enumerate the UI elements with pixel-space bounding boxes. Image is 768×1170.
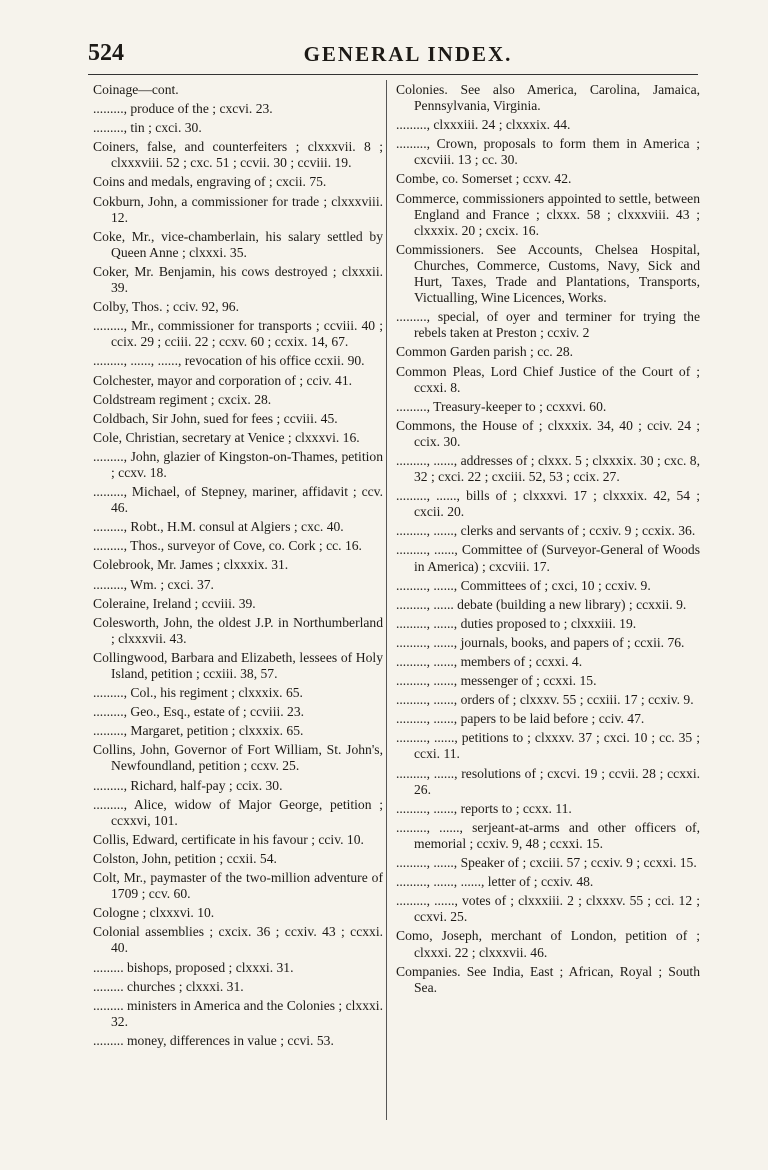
index-entry: ........., ......, members of ; ccxxi. 4. [396, 654, 583, 669]
index-entry: Commerce, commissioners appointed to settle, between England and France ; clxxx. 58 ; clxxxviii. 43 ; clxxxix. 20 ; cxcix. 16. [396, 190, 700, 238]
index-entry: ........., ......, bills of ; clxxxvi. 17 ; clxxxix. 42, 54 ; cxcii. 20. [396, 488, 700, 520]
index-entry: ........., ......, journals, books, and papers of ; ccxii. 76. [396, 634, 685, 650]
page-number: 524 [88, 40, 124, 66]
index-entry: Coldstream regiment ; cxcix. 28. [93, 391, 272, 407]
index-entry: ........., ......, votes of ; clxxxiii. 2 ; clxxxv. 55 ; cci. 12 ; ccxvi. 25. [396, 893, 700, 925]
index-entry: ........., ......, Committees of ; cxci, 10 ; ccxiv. 9. [396, 577, 651, 593]
index-entry: Commissioners. See Accounts, Chelsea Hospital, Churches, Commerce, Customs, Navy, Sick and Hurt, Taxes, Trade and Plantations, Transports, Victualling, Wine Licences, Works. [396, 241, 700, 306]
index-entry: ........., ......, ......, revocation of his office ccxii. 90. [93, 353, 365, 369]
index-entry: ........., ......, addresses of ; clxxx. 5 ; clxxxix. 30 ; cxc. 8, 32 ; cxci. 22 ; cxciii. 52, 53 ; ccix. 27. [396, 452, 700, 485]
index-entry: ........., tin ; cxci. 30. [93, 120, 202, 136]
index-entry: Cokburn, John, a commissioner for trade ; clxxxviii. 12. [93, 193, 383, 225]
index-entry: Cologne ; clxxxvi. 10. [93, 905, 215, 921]
index-entry: ........., ......, ......, letter of ; ccxiv. 48. [396, 874, 594, 890]
index-entry: Colebrook, Mr. James ; clxxxix. 31. [93, 557, 289, 573]
index-entry: Colonial assemblies ; cxcix. 36 ; ccxiv. 43 ; ccxxi. 40. [93, 924, 383, 956]
index-entry: Coins and medals, engraving of ; cxcii. 75. [93, 174, 327, 190]
index-entry: ........., Thos., surveyor of Cove, co. Cork ; cc. 16. [93, 538, 362, 554]
index-entry: Coinage—cont. [93, 82, 179, 97]
index-entry: ........., ...... debate (building a new library) ; ccxxii. 9. [396, 596, 687, 612]
index-entry: ........., special, of oyer and terminer for trying the rebels taken at Preston ; ccxiv. 2 [396, 309, 700, 341]
index-entry: Cole, Christian, secretary at Venice ; clxxxvi. 16. [93, 429, 360, 445]
index-entry: Colchester, mayor and corporation of ; cciv. 41. [93, 372, 353, 388]
index-entry: Colonies. See also America, Carolina, Jamaica, Pennsylvania, Virginia. [396, 82, 700, 114]
index-entry: ........., Margaret, petition ; clxxxix. 65. [93, 723, 304, 739]
index-entry: ........., ......, petitions to ; clxxxv. 37 ; cxci. 10 ; cc. 35 ; ccxi. 11. [396, 730, 700, 762]
index-entry: ........., ......, orders of ; clxxxv. 55 ; ccxiii. 17 ; ccxiv. 9. [396, 692, 694, 708]
index-entry: ........., Crown, proposals to form them in America ; cxcviii. 13 ; cc. 30. [396, 136, 700, 168]
index-entry: ........., ......, papers to be laid before ; cciv. 47. [396, 711, 645, 727]
index-entry: ........., John, glazier of Kingston-on-Thames, petition ; ccxv. 18. [93, 448, 383, 480]
index-entry: ........., ......, resolutions of ; cxcvi. 19 ; ccvii. 28 ; ccxxi. 26. [396, 765, 700, 797]
index-entry: ......... churches ; clxxxi. 31. [93, 978, 244, 994]
index-entry: ........., Treasury-keeper to ; ccxxvi. 60. [396, 398, 607, 414]
index-entry: ........., Robt., H.M. consul at Algiers ; cxc. 40. [93, 519, 344, 535]
index-entry: Companies. See India, East ; African, Royal ; South Sea. [396, 963, 700, 995]
index-entry: Colby, Thos. ; cciv. 92, 96. [93, 299, 239, 315]
index-entry: ........., ......, duties proposed to ; clxxxiii. 19. [396, 615, 637, 631]
index-entry: Common Pleas, Lord Chief Justice of the Court of ; ccxxi. 8. [396, 363, 700, 395]
index-entry: Coleraine, Ireland ; ccviii. 39. [93, 595, 256, 611]
index-entry: Commons, the House of ; clxxxix. 34, 40 ; cciv. 24 ; ccix. 30. [396, 417, 700, 449]
index-entry: ........., Richard, half-pay ; ccix. 30. [93, 777, 283, 793]
index-entry: ........., ......, reports to ; ccxx. 11. [396, 800, 572, 816]
index-entry: ........., ......, clerks and servants of ; ccxiv. 9 ; ccxix. 36. [396, 523, 696, 539]
page-title: GENERAL INDEX. [303, 42, 513, 66]
header-rule [88, 74, 698, 75]
index-entry: Coldbach, Sir John, sued for fees ; ccviii. 45. [93, 410, 338, 426]
index-entry: ......... money, differences in value ; ccvi. 53. [93, 1032, 334, 1048]
index-entry: ........., Michael, of Stepney, mariner, affidavit ; ccv. 46. [93, 484, 383, 516]
index-entry: ........., produce of the ; cxcvi. 23. [93, 101, 273, 117]
index-entry: Combe, co. Somerset ; ccxv. 42. [396, 171, 572, 187]
index-entry: Collingwood, Barbara and Elizabeth, lessees of Holy Island, petition ; ccxiii. 38, 57. [93, 649, 383, 681]
index-entry: ......... bishops, proposed ; clxxxi. 31. [93, 959, 294, 975]
index-entry: ........., Geo., Esq., estate of ; ccviii. 23. [93, 704, 305, 720]
index-entry: ........., ......, serjeant-at-arms and other officers of, memorial ; ccxiv. 9, 48 ; ccxxi. 15. [396, 819, 700, 851]
page-header [88, 40, 698, 74]
left-index-column [93, 82, 383, 1052]
right-index-column [396, 82, 700, 999]
index-entry: Colt, Mr., paymaster of the two-million adventure of 1709 ; ccv. 60. [93, 870, 383, 902]
index-entry: ........., ......, Speaker of ; cxciii. 57 ; ccxiv. 9 ; ccxxi. 15. [396, 855, 697, 871]
index-entry: Coker, Mr. Benjamin, his cows destroyed ; clxxxii. 39. [93, 263, 383, 296]
index-entry: ......... ministers in America and the Colonies ; clxxxi. 32. [93, 997, 383, 1029]
index-entry: ........., Col., his regiment ; clxxxix. 65. [93, 685, 303, 701]
index-entry: ........., Alice, widow of Major George, petition ; ccxxvi, 101. [93, 796, 383, 828]
index-entry: Collis, Edward, certificate in his favour ; cciv. 10. [93, 831, 364, 847]
index-entry: ........., ......, Committee of (Surveyor-General of Woods in America) ; cxcviii. 17. [396, 542, 700, 574]
index-entry: ........., Mr., commissioner for transports ; ccviii. 40 ; ccix. 29 ; cciii. 22 ; ccxv. 60 ; ccxix. 14, 67. [93, 318, 383, 350]
index-entry: ........., Wm. ; cxci. 37. [93, 576, 214, 592]
index-entry: Collins, John, Governor of Fort William, St. John's, Newfoundland, petition ; ccxv. 25. [93, 742, 383, 774]
index-entry: ........., clxxxiii. 24 ; clxxxix. 44. [396, 117, 571, 133]
index-entry: Coke, Mr., vice-chamberlain, his salary settled by Queen Anne ; clxxxi. 35. [93, 228, 383, 260]
index-entry: Como, Joseph, merchant of London, petition of ; clxxxi. 22 ; clxxxvii. 46. [396, 928, 700, 960]
index-entry: Colesworth, John, the oldest J.P. in Northumberland ; clxxxvii. 43. [93, 614, 383, 646]
index-entry: ........., ......, messenger of ; ccxxi. 15. [396, 673, 597, 689]
column-divider [386, 80, 387, 1120]
index-entry: Coiners, false, and counterfeiters ; clxxxvii. 8 ; clxxxviii. 52 ; cxc. 51 ; ccvii. 30 ; ccviii. 19. [93, 139, 383, 171]
index-entry: Common Garden parish ; cc. 28. [396, 344, 574, 360]
index-entry: Colston, John, petition ; ccxii. 54. [93, 850, 277, 866]
